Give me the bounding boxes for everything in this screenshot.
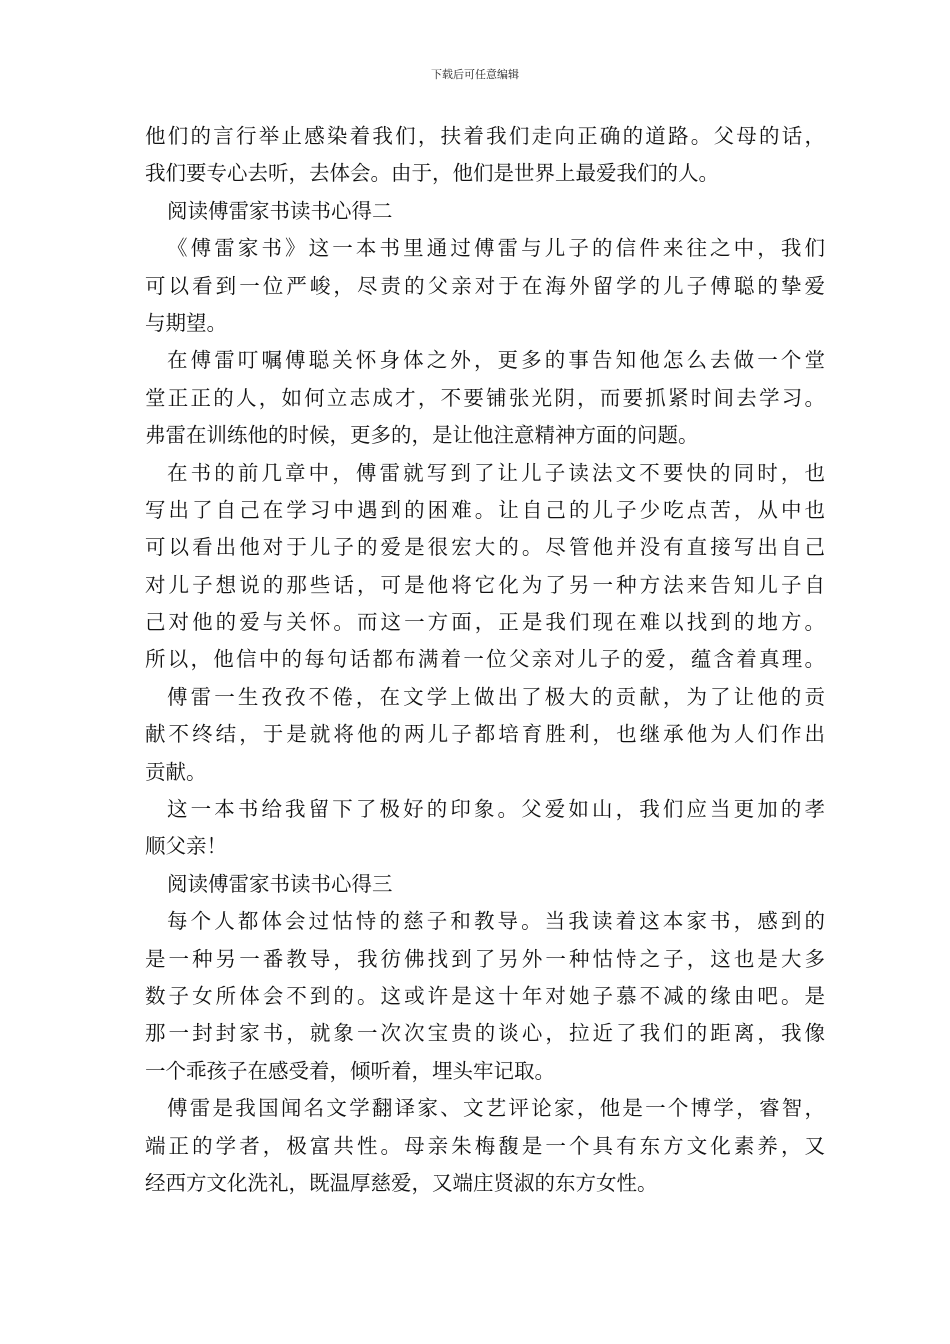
text-line: 傅雷是我国闻名文学翻译家、文艺评论家，他是一个博学，睿智，: [167, 1096, 825, 1121]
document-body: [145, 118, 825, 1202]
text-line: 数子女所体会不到的。这或许是这十年对她子慕不减的缘由吧。是: [145, 983, 825, 1008]
text-line: 经西方文化洗礼，既温厚慈爱，又端庄贤淑的东方女性。: [145, 1170, 658, 1195]
text-line: 每个人都体会过怙恃的慈子和教导。当我读着这本家书，感到的: [167, 909, 825, 934]
text-line: 这一本书给我留下了极好的印象。父爱如山，我们应当更加的孝: [167, 797, 825, 822]
text-line: 傅雷一生孜孜不倦，在文学上做出了极大的贡献，为了让他的贡: [167, 684, 825, 709]
text-line: 顺父亲！: [145, 834, 227, 859]
text-line: 我们要专心去听，去体会。由于，他们是世界上最爱我们的人。: [145, 161, 719, 186]
text-line: 己对他的爱与关怀。而这一方面，正是我们现在难以找到的地方。: [145, 610, 825, 635]
text-line: 弗雷在训练他的时候，更多的，是让他注意精神方面的问题。: [145, 423, 699, 448]
text-line: 在傅雷叮嘱傅聪关怀身体之外，更多的事告知他怎么去做一个堂: [167, 348, 825, 373]
text-line: 对儿子想说的那些话，可是他将它化为了另一种方法来告知儿子自: [145, 572, 825, 597]
text-line: 可以看出他对于儿子的爱是很宏大的。尽管他并没有直接写出自己: [145, 535, 825, 560]
text-line: 一个乖孩子在感受着，倾听着，埋头牢记取。: [145, 1058, 555, 1083]
text-line: 所以，他信中的每句话都布满着一位父亲对儿子的爱，蕴含着真理。: [145, 647, 825, 672]
page-header: 下载后可任意编辑: [431, 68, 519, 81]
text-line: 他们的言行举止感染着我们，扶着我们走向正确的道路。父母的话，: [145, 124, 825, 148]
text-line: 献不终结，于是就将他的两儿子都培育胜利，也继承他为人们作出: [145, 722, 825, 747]
text-line: 在书的前几章中，傅雷就写到了让儿子读法文不要快的同时，也: [167, 460, 825, 485]
text-line: 与期望。: [145, 310, 227, 335]
text-line: 端正的学者，极富共性。母亲朱梅馥是一个具有东方文化素养，又: [145, 1133, 825, 1158]
text-line: 那一封封家书，就象一次次宝贵的谈心，拉近了我们的距离，我像: [145, 1021, 825, 1046]
text-line: 堂正正的人，如何立志成才，不要铺张光阴，而要抓紧时间去学习。: [145, 385, 825, 410]
text-line: 贡献。: [145, 759, 207, 784]
text-line: 《傅雷家书》这一本书里通过傅雷与儿子的信件来往之中，我们: [167, 236, 825, 261]
section-heading: 阅读傅雷家书读书心得三: [167, 871, 393, 896]
text-line: 写出了自己在学习中遇到的困难。让自己的儿子少吃点苦，从中也: [145, 497, 825, 522]
section-heading: 阅读傅雷家书读书心得二: [167, 198, 393, 223]
text-line: 可以看到一位严峻，尽责的父亲对于在海外留学的儿子傅聪的挚爱: [145, 273, 825, 298]
text-line: 是一种另一番教导，我彷佛找到了另外一种怙恃之子，这也是大多: [145, 946, 825, 971]
